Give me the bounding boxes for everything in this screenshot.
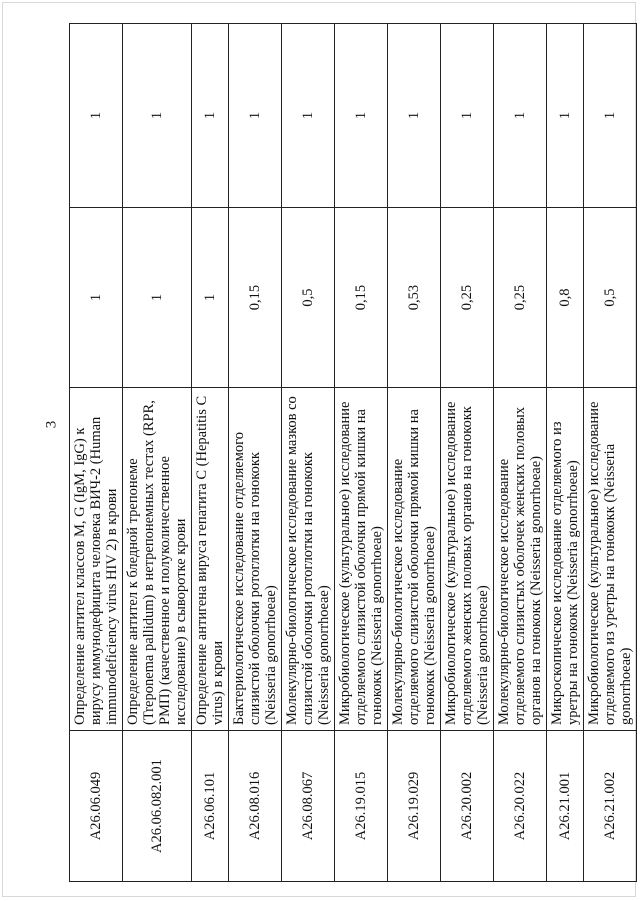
service-name-cell: Микробиологическое (культуральное) исследование отделяемого из уретры на гонококк (Neisseria gonorrhoeae) (584, 388, 637, 731)
multiplicity-cell: 1 (335, 24, 388, 208)
service-name-cell: Определение антител к бледной трепонеме (Treponema pallidum) в нетрепонемных тестах (RPR, PMП) (качественное и полуколичественное исследование) в сыворотке крови (123, 388, 192, 731)
frequency-cell: 0,15 (229, 208, 282, 388)
table-row (282, 24, 335, 882)
service-code-cell: A26.21.001 (547, 731, 584, 882)
multiplicity-cell: 1 (70, 24, 123, 208)
service-code-cell: A26.08.067 (282, 731, 335, 882)
rotated-table-viewport (69, 24, 634, 882)
service-name-cell: Микроскопическое исследование отделяемого из уретры на гонококк (Neisseria gonorrhoeae) (547, 388, 584, 731)
multiplicity-cell: 1 (441, 24, 494, 208)
frequency-cell: 0,5 (584, 208, 637, 388)
service-code-cell: A26.06.049 (70, 731, 123, 882)
frequency-cell: 1 (192, 208, 229, 388)
multiplicity-cell: 1 (584, 24, 637, 208)
table-row (441, 24, 494, 882)
service-name-cell: Молекулярно-биологическое исследование отделяемого слизистых оболочек женских половых органов на гонококк (Neisseria gonorrhoeae) (494, 388, 547, 731)
service-code-cell: A26.20.002 (441, 731, 494, 882)
frequency-cell: 0,25 (494, 208, 547, 388)
page-number: 3 (43, 420, 60, 429)
services-table (69, 23, 637, 882)
service-code-cell: A26.21.002 (584, 731, 637, 882)
frequency-cell: 0,8 (547, 208, 584, 388)
table-row (547, 24, 584, 882)
multiplicity-cell: 1 (192, 24, 229, 208)
frequency-cell: 1 (70, 208, 123, 388)
frequency-cell: 0,53 (388, 208, 441, 388)
service-name-cell: Молекулярно-биологическое исследование отделяемого слизистой оболочки прямой кишки на гонококк (Neisseria gonorrhoeae) (388, 388, 441, 731)
service-code-cell: A26.20.022 (494, 731, 547, 882)
service-name-cell: Молекулярно-биологическое исследование мазков со слизистой оболочки ротоглотки на гонококк (Neisseria gonorrhoeae) (282, 388, 335, 731)
multiplicity-cell: 1 (494, 24, 547, 208)
multiplicity-cell: 1 (547, 24, 584, 208)
services-table-body (70, 24, 637, 882)
service-code-cell: A26.08.016 (229, 731, 282, 882)
frequency-cell: 0,5 (282, 208, 335, 388)
rotated-table-container (69, 24, 634, 882)
table-row (123, 24, 192, 882)
frequency-cell: 1 (123, 208, 192, 388)
multiplicity-cell: 1 (123, 24, 192, 208)
service-name-cell: Микробиологическое (культуральное) исследование отделяемого женских половых органов на гонококк (Neisseria gonorrhoeae) (441, 388, 494, 731)
table-row (494, 24, 547, 882)
service-name-cell: Бактериологическое исследование отделяемого слизистой оболочки ротоглотки на гонококк (Neisseria gonorrhoeae) (229, 388, 282, 731)
multiplicity-cell: 1 (282, 24, 335, 208)
service-code-cell: A26.06.101 (192, 731, 229, 882)
table-row (192, 24, 229, 882)
service-code-cell: A26.19.029 (388, 731, 441, 882)
service-name-cell: Определение антигена вируса гепатита C (Hepatitis C virus) в крови (192, 388, 229, 731)
service-name-cell: Микробиологическое (культуральное) исследование отделяемого слизистой оболочки прямой кишки на гонококк (Neisseria gonorrhoeae) (335, 388, 388, 731)
frequency-cell: 0,25 (441, 208, 494, 388)
table-row (70, 24, 123, 882)
table-row (229, 24, 282, 882)
multiplicity-cell: 1 (229, 24, 282, 208)
table-row (335, 24, 388, 882)
service-code-cell: A26.19.015 (335, 731, 388, 882)
table-row (584, 24, 637, 882)
multiplicity-cell: 1 (388, 24, 441, 208)
service-name-cell: Определение антител классов M, G (IgM, IgG) к вирусу иммунодефицита человека ВИЧ-2 (Human immunodeficiency virus HIV 2) в крови (70, 388, 123, 731)
service-code-cell: A26.06.082.001 (123, 731, 192, 882)
table-row (388, 24, 441, 882)
frequency-cell: 0,15 (335, 208, 388, 388)
